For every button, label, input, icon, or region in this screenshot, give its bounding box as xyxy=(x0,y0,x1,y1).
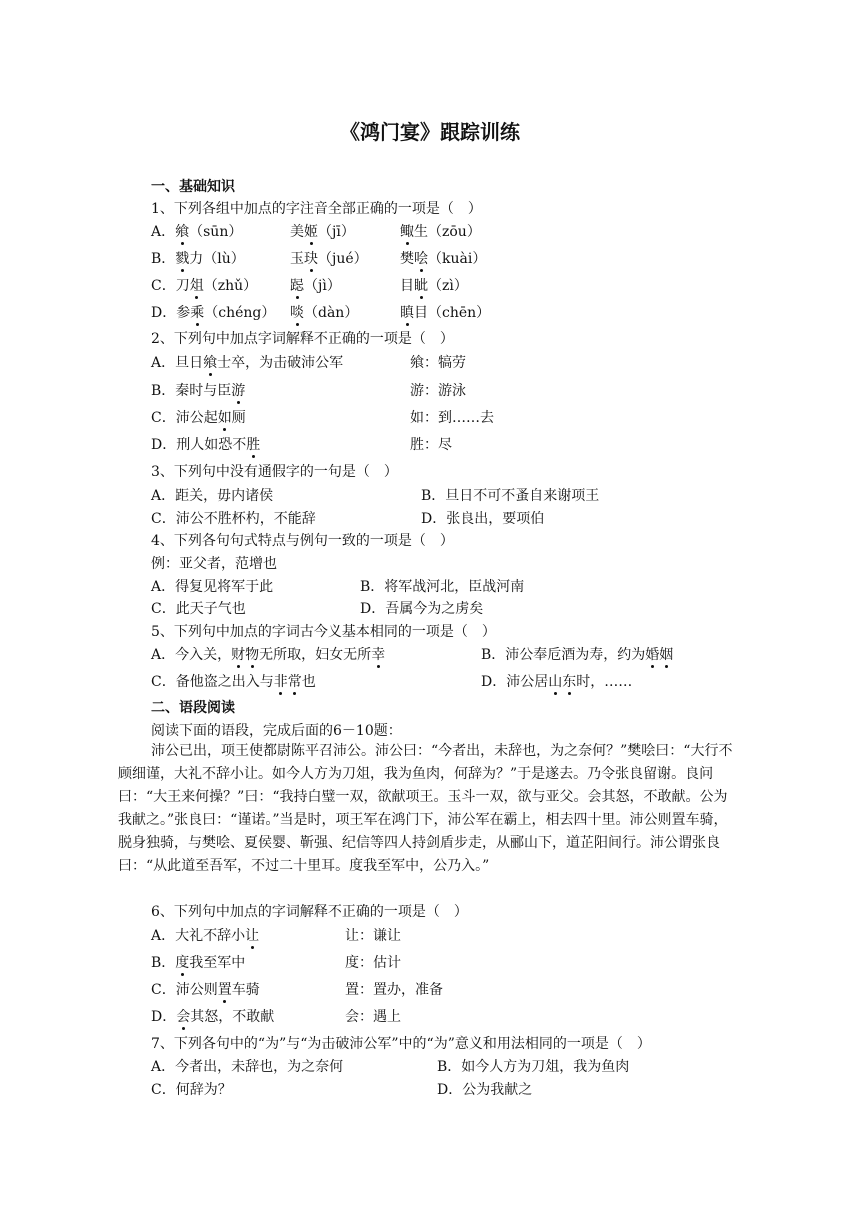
q5-option-d: D．沛公居山东时，…… xyxy=(481,674,633,690)
q6-option-a-gloss: 让：谦让 xyxy=(345,928,401,944)
q1-option-d-item3: 瞋目（chēn） xyxy=(400,305,491,321)
q3-option-d: D．张良出，要项伯 xyxy=(421,511,545,527)
q1-option-c-item3: 目眦（zì） xyxy=(400,278,468,294)
question-2-stem: 2、下列句中加点字词解释不正确的一项是（ ） xyxy=(151,331,454,347)
q3-option-c: C．沛公不胜杯杓，不能辞 xyxy=(151,511,316,527)
section-heading-basics: 一、基础知识 xyxy=(151,179,235,195)
q7-option-c: C．何辞为？ xyxy=(151,1082,232,1098)
question-4-stem: 4、下列各句句式特点与例句一致的一项是（ ） xyxy=(151,533,454,549)
q1-option-d: D．参乘（chéng） xyxy=(151,305,276,321)
q1-option-a-item3: 鲰生（zōu） xyxy=(400,224,481,240)
q2-option-b-gloss: 游：游泳 xyxy=(410,383,466,399)
q4-option-b: B．将军战河北，臣战河南 xyxy=(360,579,525,595)
q6-option-d-gloss: 会：遇上 xyxy=(345,1009,401,1025)
q7-option-d: D．公为我献之 xyxy=(437,1082,533,1098)
q1-option-b: B．戮力（lù） xyxy=(151,251,245,267)
q2-option-d-gloss: 胜：尽 xyxy=(410,437,452,453)
q4-option-d: D．吾属今为之虏矣 xyxy=(360,601,484,617)
q4-example: 例：亚父者，范增也 xyxy=(151,556,277,572)
q6-option-a: A．大礼不辞小让 xyxy=(151,928,260,944)
q1-option-c-item2: 跽（jì） xyxy=(290,278,341,294)
q2-option-b: B．秦时与臣游 xyxy=(151,383,246,399)
reading-passage: 沛公已出，项王使都尉陈平召沛公。沛公曰：“今者出，未辞也，为之奈何？”樊哙曰：“大行不顾细谨，大礼不辞小让。如今人方为刀俎，我为鱼肉，何辞为？”于是遂去。乃令张良留谢。良问曰：“大王来何操？”曰：“我持白璧一双，欲献项王。玉斗一双，欲与亚父。会其怒，不敢献。公为我献之。”张良曰：“谨诺。”当是时，项王军在鸿门下，沛公军在霸上，相去四十里。沛公则置车骑，脱身独骑，与樊哙、夏侯婴、靳强、纪信等四人持剑盾步走，从郦山下，道芷阳间行。沛公谓张良曰：“从此道至吾军，不过二十里耳。度我至军中，公乃入。” xyxy=(118,743,733,874)
q4-option-a: A．得复见将军于此 xyxy=(151,579,274,595)
question-1-stem: 1、下列各组中加点的字注音全部正确的一项是（ ） xyxy=(151,201,482,217)
q5-option-b: B．沛公奉卮酒为寿，约为婚姻 xyxy=(481,647,674,663)
q2-option-c-gloss: 如：到……去 xyxy=(410,410,494,426)
q1-option-c: C．刀俎（zhǔ） xyxy=(151,278,258,294)
q1-option-b-item2: 玉玦（jué） xyxy=(290,251,368,267)
question-6-stem: 6、下列句中加点的字词解释不正确的一项是（ ） xyxy=(151,904,468,920)
q2-option-c: C．沛公起如厕 xyxy=(151,410,246,426)
question-5-stem: 5、下列句中加点的字词古今义基本相同的一项是（ ） xyxy=(151,624,496,640)
q1-option-d-item2: 啖（dàn） xyxy=(290,305,359,321)
q1-option-a-item2: 美姬（jī） xyxy=(290,224,355,240)
q3-option-a: A．距关，毋内诸侯 xyxy=(151,488,274,504)
q1-option-a: A．飨（sūn） xyxy=(151,224,243,240)
q2-option-a: A．旦日飨士卒，为击破沛公军 xyxy=(151,355,344,371)
q1-option-b-item3: 樊哙（kuài） xyxy=(400,251,487,267)
q5-option-c: C．备他盗之出入与非常也 xyxy=(151,674,316,690)
document-title: 《鸿门宴》跟踪训练 xyxy=(340,120,520,144)
q2-option-d: D．刑人如恐不胜 xyxy=(151,437,261,453)
q3-option-b: B．旦日不可不蚤自来谢项王 xyxy=(421,488,600,504)
q5-option-a: A．今入关，财物无所取，妇女无所幸 xyxy=(151,647,386,663)
question-7-stem: 7、下列各句中的“为”与“为击破沛公军”中的“为”意义和用法相同的一项是（ ） xyxy=(151,1036,651,1052)
q6-option-b-gloss: 度：估计 xyxy=(345,955,401,971)
q6-option-c: C．沛公则置车骑 xyxy=(151,982,260,998)
q4-option-c: C．此天子气也 xyxy=(151,601,246,617)
q6-option-b: B．度我至军中 xyxy=(151,955,246,971)
q7-option-a: A．今者出，未辞也，为之奈何 xyxy=(151,1059,344,1075)
q6-option-c-gloss: 置：置办，准备 xyxy=(345,982,443,998)
q6-option-d: D．会其怒，不敢献 xyxy=(151,1009,275,1025)
question-3-stem: 3、下列句中没有通假字的一句是（ ） xyxy=(151,464,398,480)
section-heading-reading: 二、语段阅读 xyxy=(151,700,235,716)
reading-instruction: 阅读下面的语段，完成后面的6－10题： xyxy=(151,723,402,739)
q7-option-b: B．如今人方为刀俎，我为鱼肉 xyxy=(437,1059,630,1075)
q2-option-a-gloss: 飨：犒劳 xyxy=(410,355,466,371)
